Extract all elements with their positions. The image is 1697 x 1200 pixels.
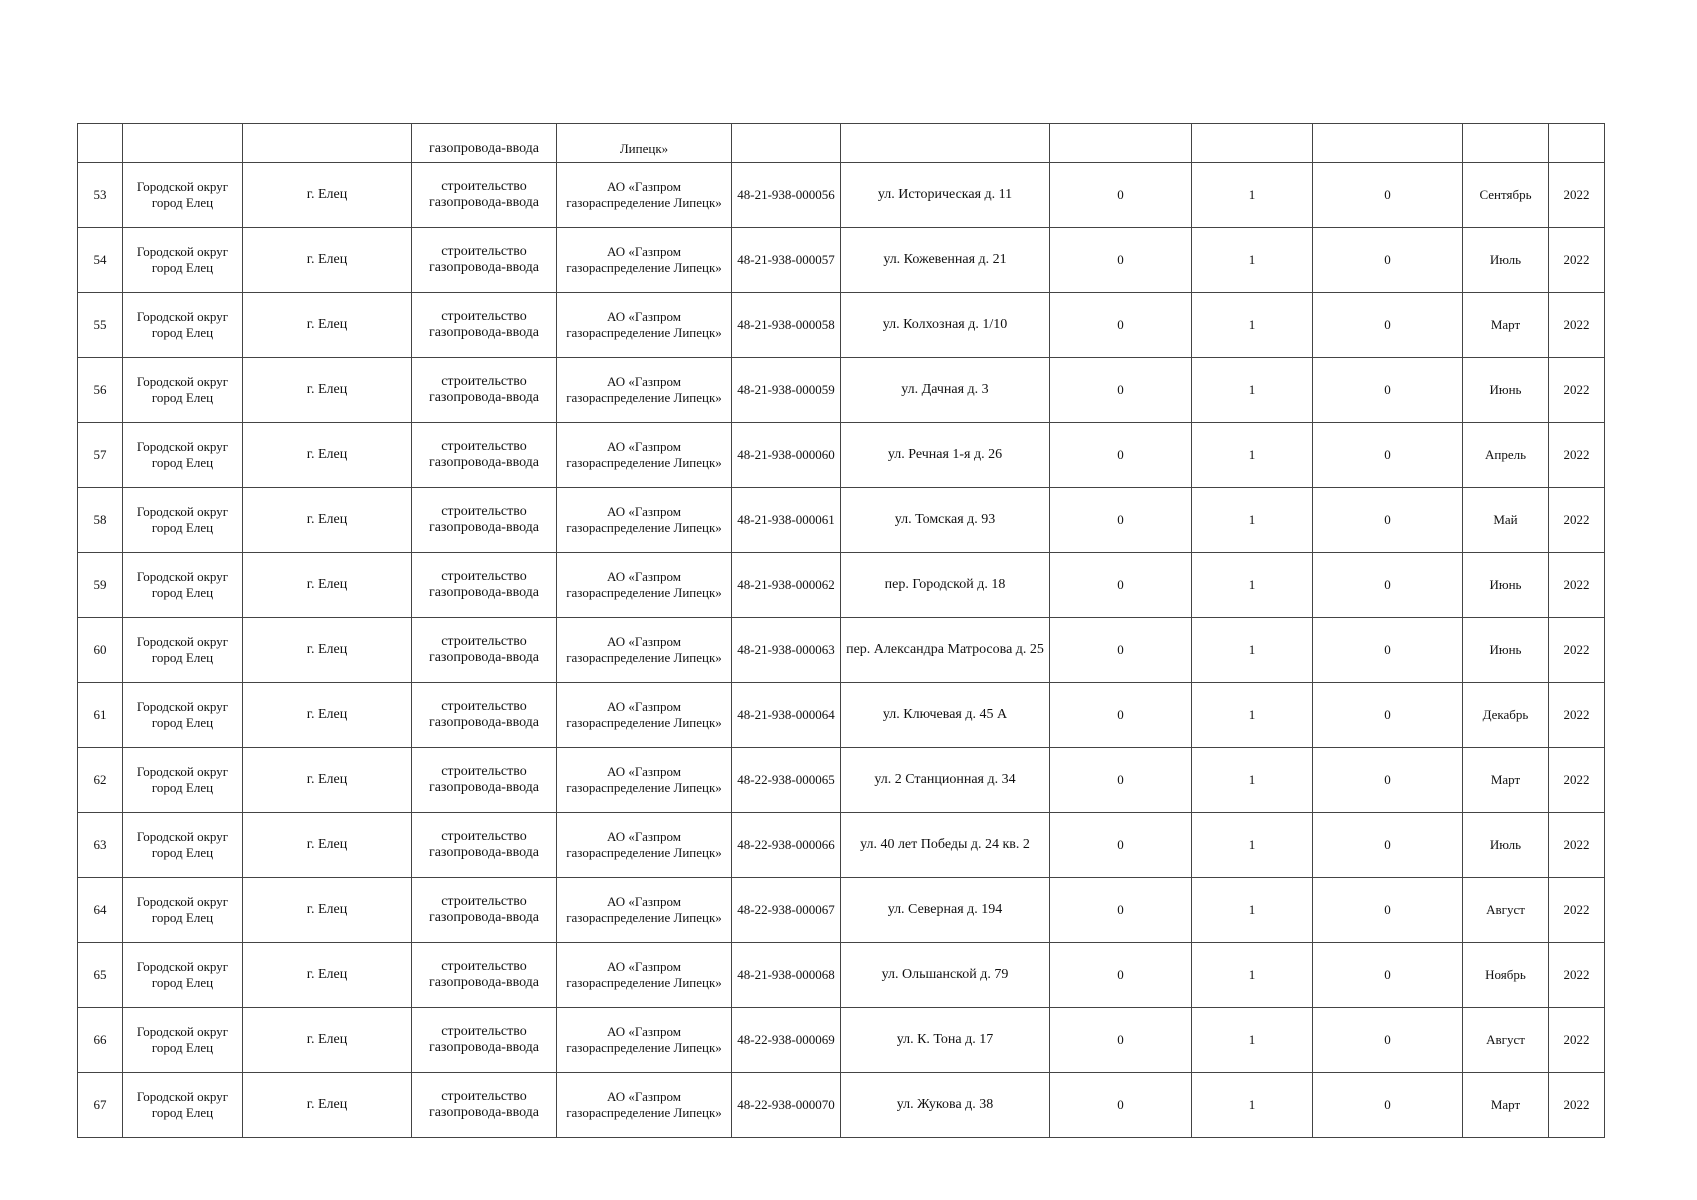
cell-number: 61 xyxy=(78,683,123,748)
cell-value-1: 0 xyxy=(1050,553,1192,618)
cell-month: Апрель xyxy=(1463,423,1549,488)
cell-work-type: строительство газопровода-ввода xyxy=(412,228,557,293)
cell-year: 2022 xyxy=(1549,1073,1605,1138)
cell-object-code: 48-22-938-000065 xyxy=(732,748,841,813)
cell-value-3: 0 xyxy=(1313,1073,1463,1138)
cell-number: 63 xyxy=(78,813,123,878)
cell-address: ул. Колхозная д. 1/10 xyxy=(841,293,1050,358)
cell-year: 2022 xyxy=(1549,683,1605,748)
cell-work-type: строительство газопровода-ввода xyxy=(412,813,557,878)
cell-object-code xyxy=(732,124,841,163)
cell-number: 62 xyxy=(78,748,123,813)
cell-month: Июль xyxy=(1463,228,1549,293)
cell-district: Городской округ город Елец xyxy=(123,553,243,618)
table-row xyxy=(78,358,1605,423)
cell-object-code: 48-21-938-000068 xyxy=(732,943,841,1008)
cell-value-3: 0 xyxy=(1313,488,1463,553)
cell-locality: г. Елец xyxy=(243,293,412,358)
cell-organization: АО «Газпром газораспределение Липецк» xyxy=(557,943,732,1008)
table-row xyxy=(78,228,1605,293)
cell-value-1: 0 xyxy=(1050,293,1192,358)
cell-organization: АО «Газпром газораспределение Липецк» xyxy=(557,553,732,618)
cell-locality: г. Елец xyxy=(243,943,412,1008)
cell-object-code: 48-22-938-000067 xyxy=(732,878,841,943)
cell-district: Городской округ город Елец xyxy=(123,488,243,553)
cell-organization: АО «Газпром газораспределение Липецк» xyxy=(557,813,732,878)
cell-value-1: 0 xyxy=(1050,748,1192,813)
cell-address: пер. Александра Матросова д. 25 xyxy=(841,618,1050,683)
cell-district: Городской округ город Елец xyxy=(123,423,243,488)
cell-address xyxy=(841,124,1050,163)
cell-organization: АО «Газпром газораспределение Липецк» xyxy=(557,1008,732,1073)
cell-organization: АО «Газпром газораспределение Липецк» xyxy=(557,748,732,813)
cell-value-2 xyxy=(1192,124,1313,163)
cell-month: Май xyxy=(1463,488,1549,553)
table-row xyxy=(78,423,1605,488)
cell-month: Июнь xyxy=(1463,553,1549,618)
table-row xyxy=(78,813,1605,878)
cell-district: Городской округ город Елец xyxy=(123,683,243,748)
cell-district xyxy=(123,124,243,163)
cell-work-type: строительство газопровода-ввода xyxy=(412,878,557,943)
cell-value-1: 0 xyxy=(1050,813,1192,878)
data-table xyxy=(77,123,1605,1138)
cell-object-code: 48-21-938-000063 xyxy=(732,618,841,683)
cell-locality: г. Елец xyxy=(243,488,412,553)
cell-number: 54 xyxy=(78,228,123,293)
cell-organization: АО «Газпром газораспределение Липецк» xyxy=(557,228,732,293)
cell-object-code: 48-21-938-000058 xyxy=(732,293,841,358)
cell-value-1: 0 xyxy=(1050,683,1192,748)
cell-organization: АО «Газпром газораспределение Липецк» xyxy=(557,878,732,943)
cell-address: ул. К. Тона д. 17 xyxy=(841,1008,1050,1073)
cell-value-2: 1 xyxy=(1192,358,1313,423)
cell-value-2: 1 xyxy=(1192,683,1313,748)
cell-work-type: строительство газопровода-ввода xyxy=(412,488,557,553)
cell-locality: г. Елец xyxy=(243,748,412,813)
cell-value-2: 1 xyxy=(1192,878,1313,943)
cell-district: Городской округ город Елец xyxy=(123,358,243,423)
cell-address: ул. Ключевая д. 45 А xyxy=(841,683,1050,748)
cell-year: 2022 xyxy=(1549,878,1605,943)
cell-month xyxy=(1463,124,1549,163)
cell-value-2: 1 xyxy=(1192,748,1313,813)
table-row xyxy=(78,1008,1605,1073)
cell-month: Март xyxy=(1463,1073,1549,1138)
cell-address: ул. Речная 1-я д. 26 xyxy=(841,423,1050,488)
cell-number: 60 xyxy=(78,618,123,683)
cell-district: Городской округ город Елец xyxy=(123,293,243,358)
cell-organization: АО «Газпром газораспределение Липецк» xyxy=(557,423,732,488)
cell-address: ул. Северная д. 194 xyxy=(841,878,1050,943)
cell-organization: АО «Газпром газораспределение Липецк» xyxy=(557,618,732,683)
cell-value-2: 1 xyxy=(1192,163,1313,228)
cell-number: 64 xyxy=(78,878,123,943)
table-row xyxy=(78,618,1605,683)
cell-object-code: 48-22-938-000070 xyxy=(732,1073,841,1138)
cell-value-3: 0 xyxy=(1313,943,1463,1008)
table-row xyxy=(78,553,1605,618)
cell-year: 2022 xyxy=(1549,358,1605,423)
cell-district: Городской округ город Елец xyxy=(123,943,243,1008)
cell-locality: г. Елец xyxy=(243,618,412,683)
cell-work-type: строительство газопровода-ввода xyxy=(412,293,557,358)
table-body xyxy=(78,124,1605,1138)
cell-value-3: 0 xyxy=(1313,293,1463,358)
cell-work-type: строительство газопровода-ввода xyxy=(412,1008,557,1073)
cell-month: Август xyxy=(1463,878,1549,943)
cell-object-code: 48-21-938-000060 xyxy=(732,423,841,488)
cell-work-type: газопровода-ввода xyxy=(412,124,557,163)
cell-address: ул. Ольшанской д. 79 xyxy=(841,943,1050,1008)
cell-number: 56 xyxy=(78,358,123,423)
cell-year: 2022 xyxy=(1549,163,1605,228)
cell-object-code: 48-21-938-000059 xyxy=(732,358,841,423)
cell-locality: г. Елец xyxy=(243,683,412,748)
cell-organization: Липецк» xyxy=(557,124,732,163)
cell-object-code: 48-21-938-000062 xyxy=(732,553,841,618)
cell-year xyxy=(1549,124,1605,163)
cell-district: Городской округ город Елец xyxy=(123,618,243,683)
cell-locality: г. Елец xyxy=(243,163,412,228)
cell-locality xyxy=(243,124,412,163)
cell-organization: АО «Газпром газораспределение Липецк» xyxy=(557,163,732,228)
cell-number: 57 xyxy=(78,423,123,488)
cell-month: Июнь xyxy=(1463,358,1549,423)
cell-address: ул. Историческая д. 11 xyxy=(841,163,1050,228)
cell-number xyxy=(78,124,123,163)
cell-object-code: 48-22-938-000069 xyxy=(732,1008,841,1073)
cell-value-1: 0 xyxy=(1050,1008,1192,1073)
cell-district: Городской округ город Елец xyxy=(123,748,243,813)
cell-year: 2022 xyxy=(1549,423,1605,488)
cell-value-1: 0 xyxy=(1050,943,1192,1008)
cell-value-3 xyxy=(1313,124,1463,163)
cell-value-3: 0 xyxy=(1313,748,1463,813)
cell-address: ул. 2 Станционная д. 34 xyxy=(841,748,1050,813)
cell-year: 2022 xyxy=(1549,228,1605,293)
cell-work-type: строительство газопровода-ввода xyxy=(412,748,557,813)
cell-value-3: 0 xyxy=(1313,618,1463,683)
cell-locality: г. Елец xyxy=(243,813,412,878)
table-row xyxy=(78,163,1605,228)
cell-work-type: строительство газопровода-ввода xyxy=(412,553,557,618)
cell-address: ул. Жукова д. 38 xyxy=(841,1073,1050,1138)
cell-address: пер. Городской д. 18 xyxy=(841,553,1050,618)
cell-organization: АО «Газпром газораспределение Липецк» xyxy=(557,488,732,553)
cell-locality: г. Елец xyxy=(243,423,412,488)
cell-district: Городской округ город Елец xyxy=(123,1008,243,1073)
cell-year: 2022 xyxy=(1549,618,1605,683)
cell-value-3: 0 xyxy=(1313,683,1463,748)
cell-district: Городской округ город Елец xyxy=(123,163,243,228)
cell-locality: г. Елец xyxy=(243,1008,412,1073)
cell-object-code: 48-21-938-000061 xyxy=(732,488,841,553)
cell-month: Август xyxy=(1463,1008,1549,1073)
table-row xyxy=(78,748,1605,813)
table-row xyxy=(78,488,1605,553)
cell-organization: АО «Газпром газораспределение Липецк» xyxy=(557,358,732,423)
cell-object-code: 48-21-938-000064 xyxy=(732,683,841,748)
cell-year: 2022 xyxy=(1549,943,1605,1008)
cell-year: 2022 xyxy=(1549,293,1605,358)
cell-value-2: 1 xyxy=(1192,618,1313,683)
table-row xyxy=(78,683,1605,748)
cell-object-code: 48-21-938-000057 xyxy=(732,228,841,293)
cell-value-3: 0 xyxy=(1313,878,1463,943)
cell-organization: АО «Газпром газораспределение Липецк» xyxy=(557,1073,732,1138)
cell-locality: г. Елец xyxy=(243,1073,412,1138)
cell-value-1: 0 xyxy=(1050,423,1192,488)
cell-locality: г. Елец xyxy=(243,228,412,293)
cell-work-type: строительство газопровода-ввода xyxy=(412,618,557,683)
cell-month: Март xyxy=(1463,748,1549,813)
cell-value-3: 0 xyxy=(1313,163,1463,228)
cell-value-1: 0 xyxy=(1050,358,1192,423)
cell-address: ул. Кожевенная д. 21 xyxy=(841,228,1050,293)
cell-value-2: 1 xyxy=(1192,488,1313,553)
cell-year: 2022 xyxy=(1549,813,1605,878)
table-row xyxy=(78,1073,1605,1138)
cell-value-2: 1 xyxy=(1192,813,1313,878)
cell-month: Ноябрь xyxy=(1463,943,1549,1008)
cell-value-1: 0 xyxy=(1050,878,1192,943)
cell-work-type: строительство газопровода-ввода xyxy=(412,1073,557,1138)
cell-object-code: 48-22-938-000066 xyxy=(732,813,841,878)
cell-value-1: 0 xyxy=(1050,488,1192,553)
cell-year: 2022 xyxy=(1549,1008,1605,1073)
cell-locality: г. Елец xyxy=(243,878,412,943)
cell-value-2: 1 xyxy=(1192,943,1313,1008)
cell-number: 53 xyxy=(78,163,123,228)
table-row xyxy=(78,943,1605,1008)
cell-organization: АО «Газпром газораспределение Липецк» xyxy=(557,683,732,748)
cell-value-3: 0 xyxy=(1313,358,1463,423)
cell-value-2: 1 xyxy=(1192,1008,1313,1073)
table-row xyxy=(78,878,1605,943)
cell-district: Городской округ город Елец xyxy=(123,813,243,878)
cell-month: Декабрь xyxy=(1463,683,1549,748)
cell-district: Городской округ город Елец xyxy=(123,1073,243,1138)
cell-month: Сентябрь xyxy=(1463,163,1549,228)
cell-number: 65 xyxy=(78,943,123,1008)
cell-value-3: 0 xyxy=(1313,553,1463,618)
cell-value-2: 1 xyxy=(1192,228,1313,293)
cell-district: Городской округ город Елец xyxy=(123,228,243,293)
cell-year: 2022 xyxy=(1549,748,1605,813)
cell-address: ул. Томская д. 93 xyxy=(841,488,1050,553)
cell-value-2: 1 xyxy=(1192,1073,1313,1138)
cell-value-3: 0 xyxy=(1313,813,1463,878)
cell-number: 67 xyxy=(78,1073,123,1138)
cell-object-code: 48-21-938-000056 xyxy=(732,163,841,228)
cell-number: 66 xyxy=(78,1008,123,1073)
cell-value-3: 0 xyxy=(1313,423,1463,488)
cell-work-type: строительство газопровода-ввода xyxy=(412,163,557,228)
cell-number: 59 xyxy=(78,553,123,618)
cell-month: Июль xyxy=(1463,813,1549,878)
cell-number: 55 xyxy=(78,293,123,358)
cell-work-type: строительство газопровода-ввода xyxy=(412,943,557,1008)
cell-value-2: 1 xyxy=(1192,423,1313,488)
cell-value-3: 0 xyxy=(1313,1008,1463,1073)
cell-value-1: 0 xyxy=(1050,618,1192,683)
cell-value-1: 0 xyxy=(1050,163,1192,228)
cell-value-2: 1 xyxy=(1192,553,1313,618)
cell-locality: г. Елец xyxy=(243,358,412,423)
cell-year: 2022 xyxy=(1549,553,1605,618)
cell-value-3: 0 xyxy=(1313,228,1463,293)
cell-value-1 xyxy=(1050,124,1192,163)
cell-district: Городской округ город Елец xyxy=(123,878,243,943)
table-row-continued xyxy=(78,124,1605,163)
cell-value-1: 0 xyxy=(1050,228,1192,293)
cell-number: 58 xyxy=(78,488,123,553)
cell-year: 2022 xyxy=(1549,488,1605,553)
cell-month: Март xyxy=(1463,293,1549,358)
cell-value-2: 1 xyxy=(1192,293,1313,358)
cell-organization: АО «Газпром газораспределение Липецк» xyxy=(557,293,732,358)
cell-month: Июнь xyxy=(1463,618,1549,683)
table-row xyxy=(78,293,1605,358)
cell-address: ул. 40 лет Победы д. 24 кв. 2 xyxy=(841,813,1050,878)
cell-work-type: строительство газопровода-ввода xyxy=(412,423,557,488)
cell-work-type: строительство газопровода-ввода xyxy=(412,683,557,748)
cell-work-type: строительство газопровода-ввода xyxy=(412,358,557,423)
cell-locality: г. Елец xyxy=(243,553,412,618)
cell-value-1: 0 xyxy=(1050,1073,1192,1138)
cell-address: ул. Дачная д. 3 xyxy=(841,358,1050,423)
